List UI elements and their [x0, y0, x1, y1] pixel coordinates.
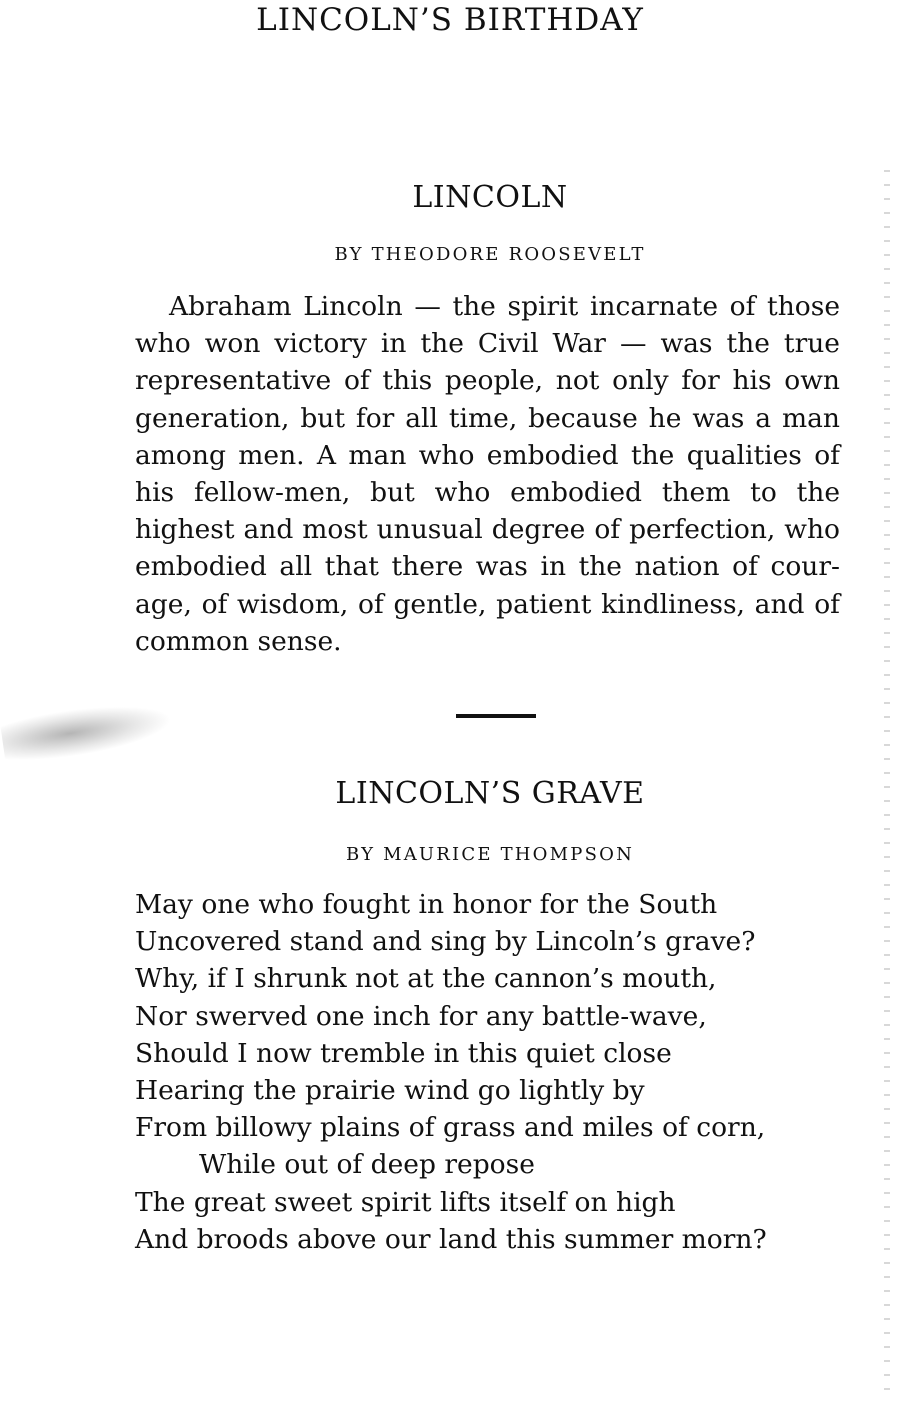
- essay-title: LINCOLN: [412, 180, 568, 215]
- poem-line-indented: While out of deep repose: [199, 1149, 535, 1181]
- section-divider: [456, 714, 536, 718]
- poem-line: Hearing the prairie wind go lightly by: [135, 1075, 645, 1107]
- poem-title: LINCOLN’S GRAVE: [335, 776, 645, 811]
- scan-smudge: [0, 696, 174, 765]
- poem-line: Uncovered stand and sing by Lincoln’s grave?: [135, 926, 756, 958]
- poem-stanza: [135, 886, 855, 1258]
- essay-paragraph: Abraham Lincoln — the spirit incarnate of those who won victory in the Civil War — was the true representative of this people, not only for his own generation, but for all time, because he was a man among men. A man who embodied the qualities of his fellow-men, but who embodied them to the highest and most unusual degree of perfection, who embodied all that there was in the nation of cour-age, of wisdom, of gentle, patient kindliness, and of common sense.: [135, 291, 840, 657]
- poem-line: Nor swerved one inch for any battle-wave,: [135, 1000, 707, 1032]
- poem-line: The great sweet spirit lifts itself on high: [135, 1186, 676, 1218]
- poem-byline: BY MAURICE THOMPSON: [345, 844, 635, 865]
- poem-line: And broods above our land this summer morn?: [135, 1223, 767, 1255]
- poem-line: Should I now tremble in this quiet close: [135, 1037, 672, 1069]
- poem-line: From billowy plains of grass and miles of corn,: [135, 1112, 766, 1144]
- essay-byline: BY THEODORE ROOSEVELT: [334, 244, 646, 265]
- running-header: LINCOLN’S BIRTHDAY: [256, 2, 644, 38]
- scan-edge-specks: [884, 170, 890, 1390]
- poem-line: May one who fought in honor for the South: [135, 889, 718, 920]
- poem-line: Why, if I shrunk not at the cannon’s mouth,: [135, 963, 717, 995]
